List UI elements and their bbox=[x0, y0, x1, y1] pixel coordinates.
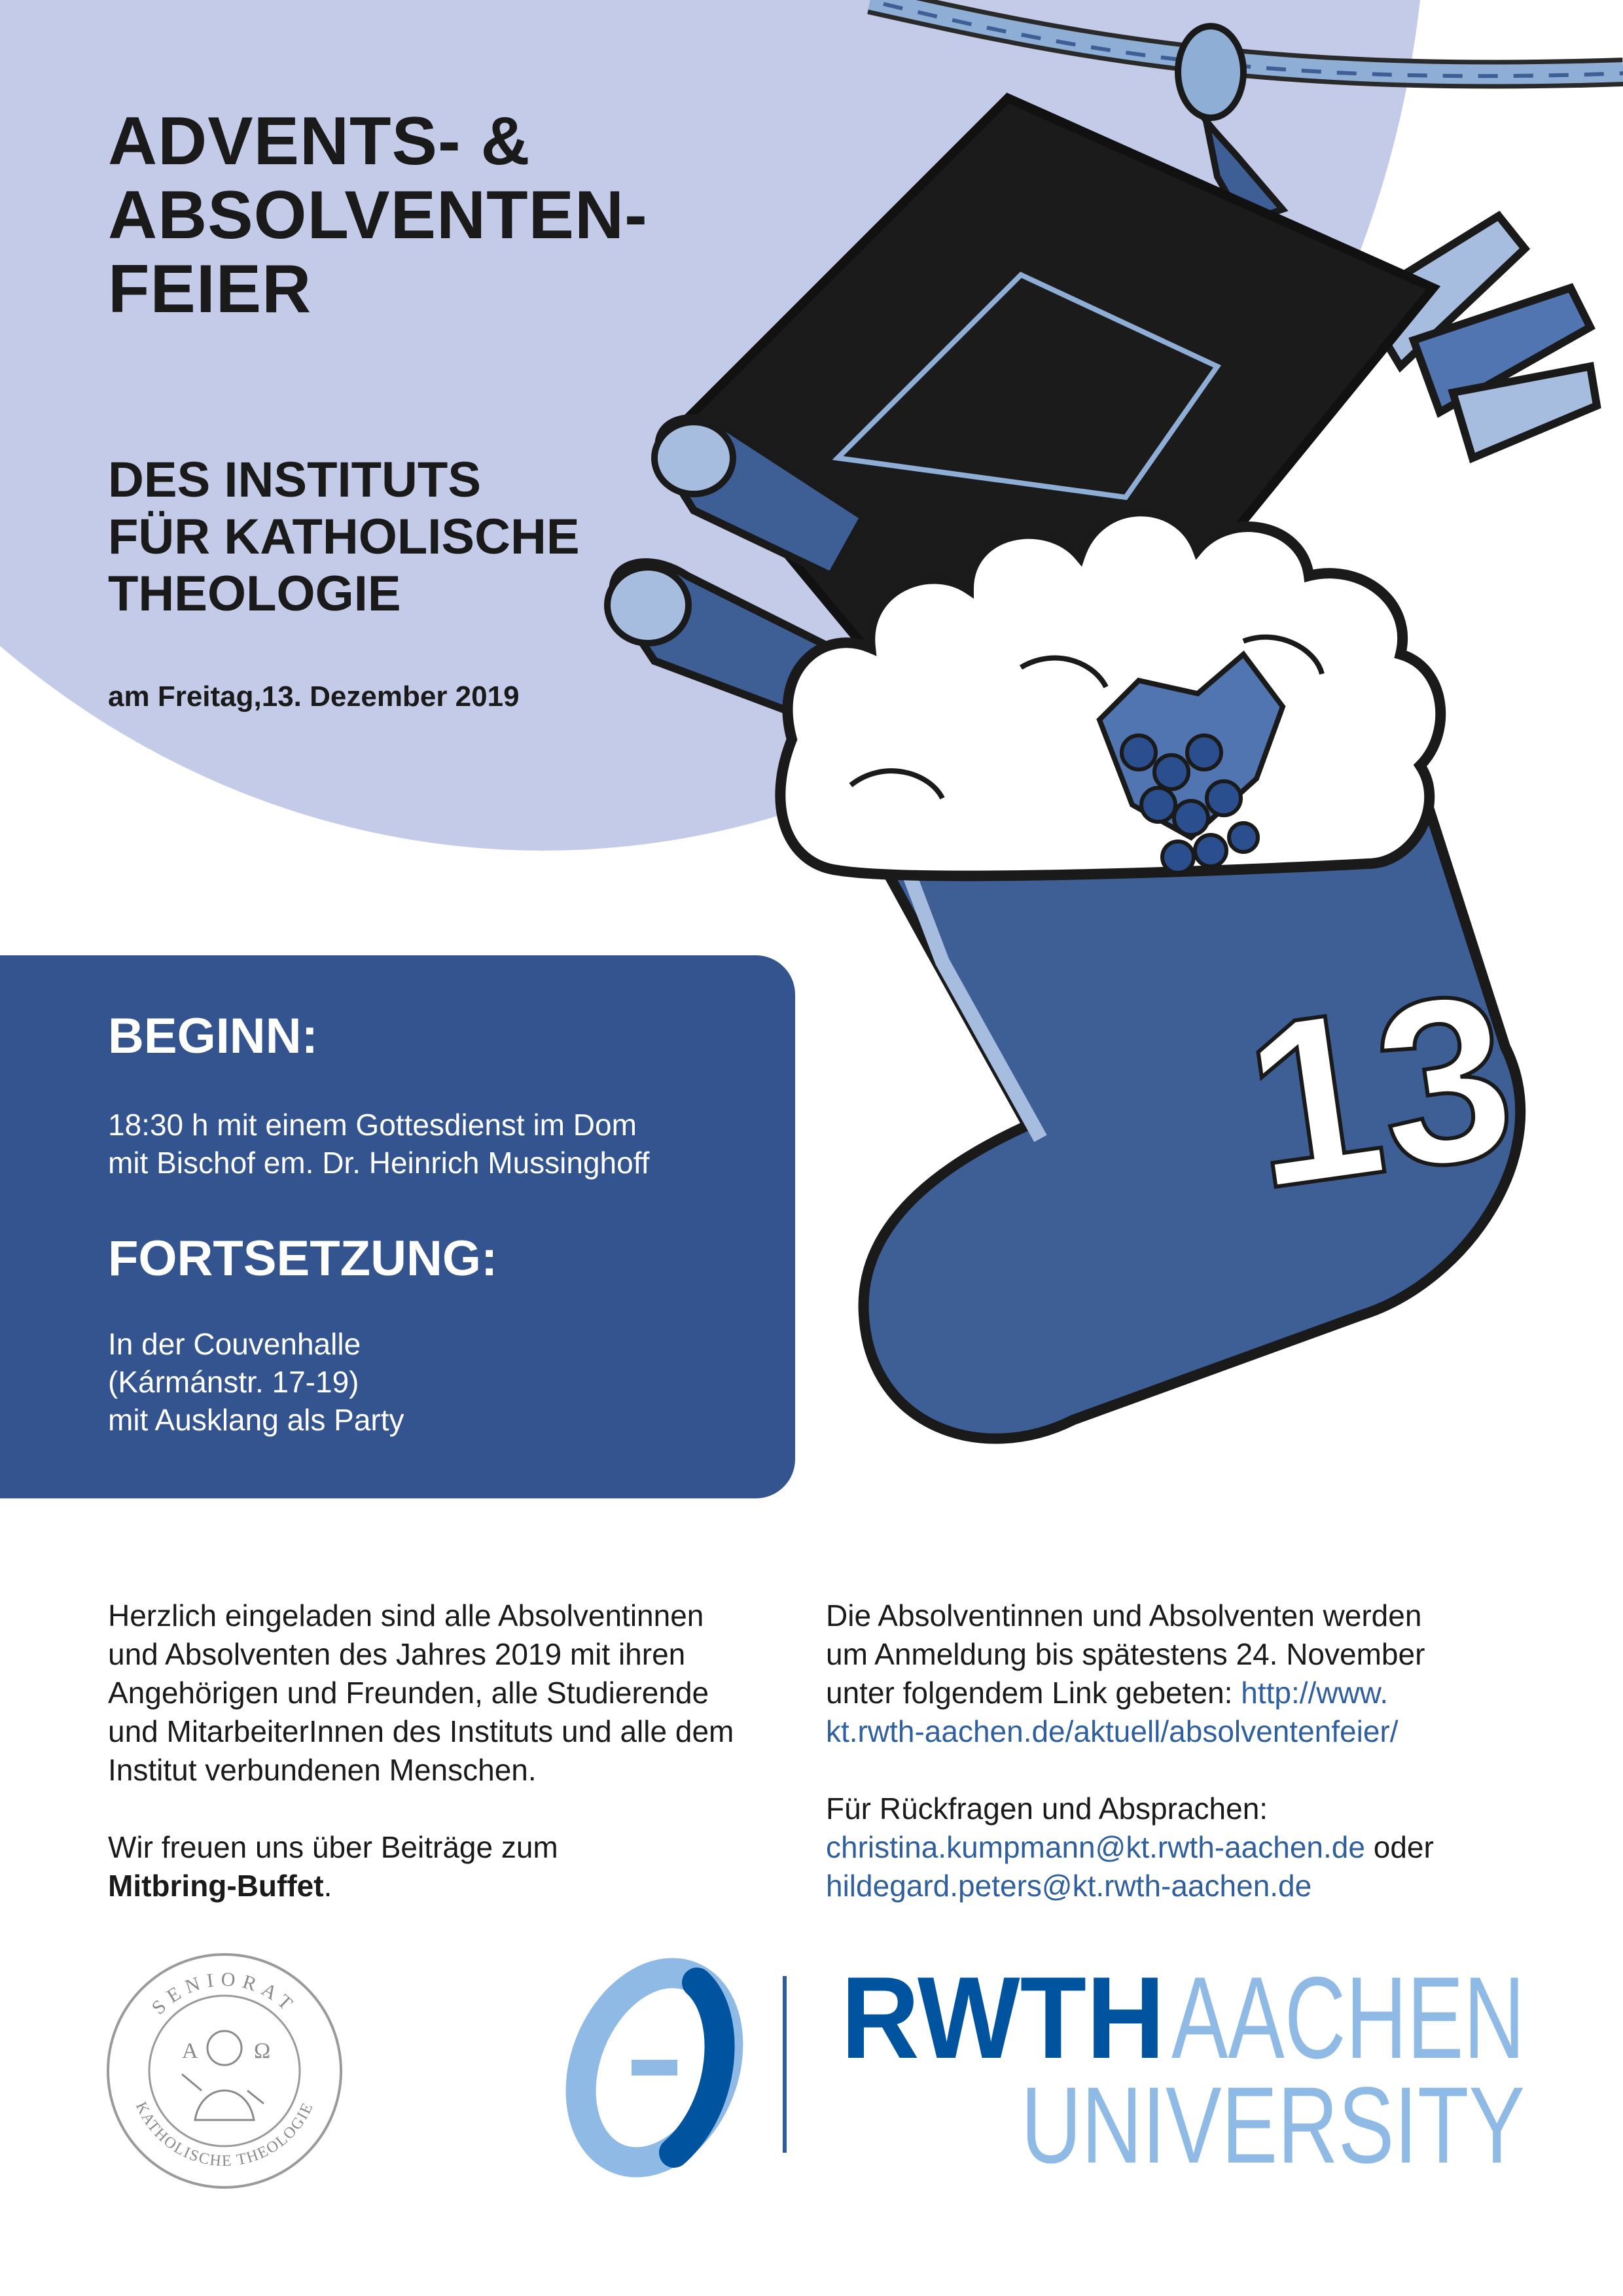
registration-text bbox=[826, 1597, 1434, 1905]
rwth-aachen-university-logo bbox=[841, 1952, 1528, 2186]
title-line: FEIER bbox=[108, 251, 312, 327]
institute-subtitle bbox=[108, 451, 580, 622]
subtitle-line: FÜR KATHOLISCHE bbox=[108, 509, 580, 565]
fortsetzung-line: In der Couvenhalle bbox=[108, 1327, 361, 1361]
registration-line-link bbox=[826, 1674, 1434, 1712]
title-line: ABSOLVENTEN- bbox=[108, 177, 648, 253]
schedule-box bbox=[0, 955, 795, 1498]
stocking-number: 13 bbox=[1231, 942, 1528, 1239]
institute-ring-logo bbox=[563, 1956, 746, 2179]
fortsetzung-heading: FORTSETZUNG: bbox=[108, 1231, 498, 1286]
svg-text:SENIORAT bbox=[148, 1968, 302, 2019]
registration-line: Die Absolventinnen und Absolventen werden bbox=[826, 1598, 1422, 1633]
buffet-end: . bbox=[323, 1869, 332, 1903]
rwth-word: RWTH bbox=[841, 1952, 1165, 2083]
university-word: UNIVERSITY bbox=[1021, 2065, 1525, 2186]
buffet-line-2 bbox=[108, 1867, 734, 1905]
buffet-bold: Mitbring-Buffet bbox=[108, 1869, 324, 1903]
email-link-kumpmann[interactable]: christina.kumpmann@kt.rwth-aachen.de bbox=[826, 1830, 1365, 1864]
email-connector: oder bbox=[1364, 1830, 1434, 1864]
beginn-details bbox=[108, 1106, 649, 1182]
contact-line bbox=[826, 1828, 1434, 1867]
buffet-line: Wir freuen uns über Beiträge zum bbox=[108, 1830, 558, 1864]
invitation-line: Herzlich eingeladen sind alle Absolventinnen bbox=[108, 1598, 704, 1633]
fortsetzung-line: mit Ausklang als Party bbox=[108, 1403, 404, 1437]
registration-link[interactable]: http://www. bbox=[1241, 1676, 1389, 1710]
seniorat-seal-logo bbox=[103, 1950, 346, 2192]
beginn-heading: BEGINN: bbox=[108, 1008, 318, 1064]
seal-top-text: SENIORAT bbox=[147, 1968, 302, 2019]
logo-divider bbox=[783, 1976, 787, 2153]
fortsetzung-details bbox=[108, 1325, 404, 1439]
email-link-peters[interactable]: hildegard.peters@kt.rwth-aachen.de bbox=[826, 1869, 1312, 1903]
invitation-line: Angehörigen und Freunden, alle Studierende bbox=[108, 1676, 709, 1710]
beginn-line: 18:30 h mit einem Gottesdienst im Dom bbox=[108, 1108, 637, 1142]
registration-link-continued[interactable]: kt.rwth-aachen.de/aktuell/absolventenfeier/ bbox=[826, 1714, 1399, 1748]
seal-alpha: A bbox=[182, 2039, 198, 2063]
invitation-line: und Absolventen des Jahres 2019 mit ihren bbox=[108, 1637, 686, 1671]
title-line: ADVENTS- & bbox=[108, 103, 531, 179]
subtitle-line: THEOLOGIE bbox=[108, 566, 401, 622]
seal-bottom-text: KATHOLISCHE THEOLOGIE bbox=[132, 2099, 317, 2170]
registration-line: um Anmeldung bis spätestens 24. November bbox=[826, 1637, 1425, 1671]
seal-omega: Ω bbox=[254, 2039, 271, 2063]
invitation-text bbox=[108, 1597, 734, 1905]
fortsetzung-line: (Kármánstr. 17-19) bbox=[108, 1365, 359, 1399]
subtitle-line: DES INSTITUTS bbox=[108, 452, 482, 508]
event-date: am Freitag,13. Dezember 2019 bbox=[108, 680, 520, 713]
invitation-line: Institut verbundenen Menschen. bbox=[108, 1753, 537, 1787]
contact-heading: Für Rückfragen und Absprachen: bbox=[826, 1792, 1268, 1826]
aachen-word: AACHEN bbox=[1171, 1952, 1525, 2083]
link-intro: unter folgendem Link gebeten: bbox=[826, 1676, 1241, 1710]
beginn-line: mit Bischof em. Dr. Heinrich Mussinghoff bbox=[108, 1146, 650, 1180]
invitation-line: und MitarbeiterInnen des Instituts und alle dem bbox=[108, 1714, 734, 1748]
